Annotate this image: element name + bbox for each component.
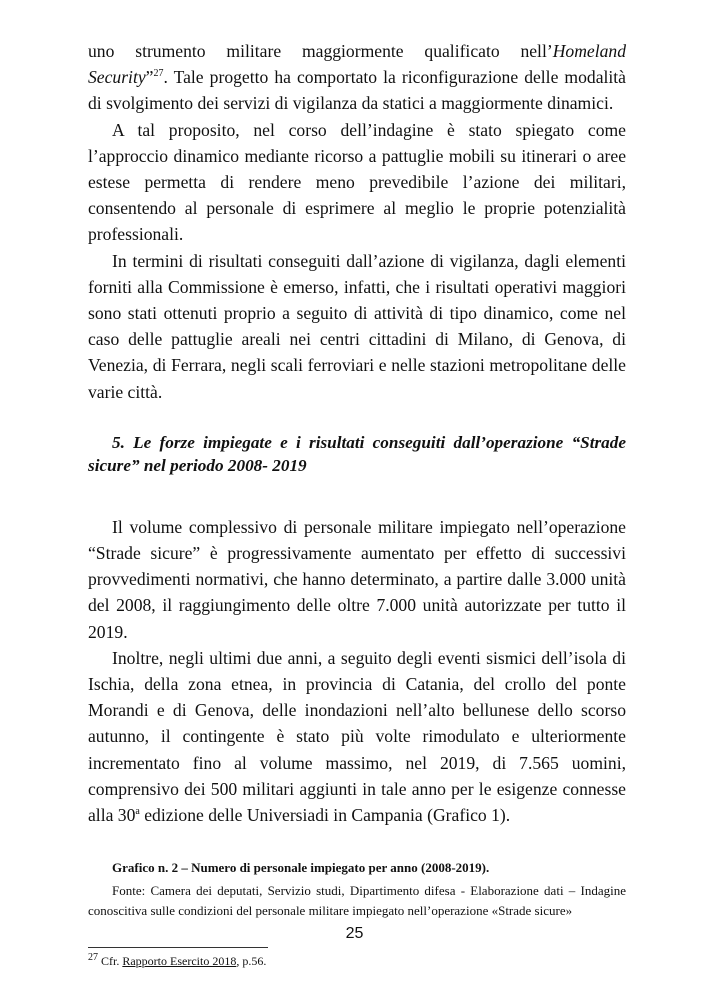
footnote-reference-link[interactable]: Rapporto Esercito 2018 (122, 954, 237, 969)
caption-source: Fonte: Camera dei deputati, Servizio studi, Dipartimento difesa - Elaborazione dati – Indagine conoscitiva sulle condizioni del personale militare impiegato nell’operazione «Strade sicure» (88, 883, 626, 919)
paragraph-text: uno strumento militare maggiormente qualificato nell’ (88, 41, 553, 61)
paragraph-volume: Il volume complessivo di personale militare impiegato nell’operazione “Strade sicure” è progressivamente aumentato per effetto di successivi provvedimenti normativi, che hanno determinato, a partire dalle 3.000 unità del 2008, il raggiungimento delle oltre 7.000 unità autorizzate per tutto il 2019. (88, 516, 626, 642)
footnote-divider (88, 947, 268, 948)
paragraph-text: edizione delle Universiadi in Campania (Grafico 1). (139, 805, 511, 826)
paragraph-text: Inoltre, negli ultimi due anni, a seguito degli eventi sismici dell’isola di Ischia, della zona etnea, in provincia di Catania, del crollo del ponte Morandi e di Genova, delle inondazioni nell’alto bellunese dello scorso autunno, il contingente è stato più volte rimodulato e ulteriormente incrementato fino al volume massimo, nel 2019, di 7.565 uomini, comprensivo dei 500 militari aggiunti in tale anno per le esigenze connesse alla 30 (88, 647, 626, 826)
paragraph-results: In termini di risultati conseguiti dall’azione di vigilanza, dagli elementi forniti alla Commissione è emerso, infatti, che i risultati operativi maggiori sono stati ottenuti proprio a seguito di attività di tipo dinamico, come nel caso delle pattuglie areali nei centri cittadini di Milano, di Genova, di Venezia, di Ferrara, negli scali ferroviari e nelle stazioni metropolitane delle varie città. (88, 250, 626, 402)
footnote-number: 27 (88, 952, 98, 964)
paragraph-events (88, 645, 626, 828)
paragraph-text: . Tale progetto ha comportato la riconfigurazione delle modalità di svolgimento dei servizi di vigilanza da statici a maggiormente dinamici. (88, 67, 626, 114)
page-number: 25 (345, 925, 364, 942)
closing-quote: ” (145, 67, 154, 88)
italic-term: Homeland Security (88, 41, 626, 88)
footnote-reference[interactable]: 27 (153, 68, 164, 80)
footnote (88, 953, 626, 969)
footnote-prefix: Cfr. (98, 954, 123, 969)
section-heading: 5. Le forze impiegate e i risultati conseguiti dall’operazione “Strade sicure” nel periodo 2008- 2019 (88, 432, 626, 475)
paragraph-approach: A tal proposito, nel corso dell’indagine è stato spiegato come l’approccio dinamico mediante ricorso a pattuglie mobili su itinerari o aree estese permetta di rendere meno prevedibile l’azione dei militari, consentendo al personale di esprimere al meglio le proprie potenzialità professionali. (88, 119, 626, 245)
document-page (88, 38, 626, 969)
caption-title: Grafico n. 2 – Numero di personale impiegato per anno (2008-2019). (112, 860, 490, 876)
paragraph-continuation (88, 38, 626, 117)
ordinal-superscript: a (135, 806, 140, 818)
chart-caption (88, 859, 626, 921)
footnote-suffix: , p.56. (236, 954, 267, 969)
